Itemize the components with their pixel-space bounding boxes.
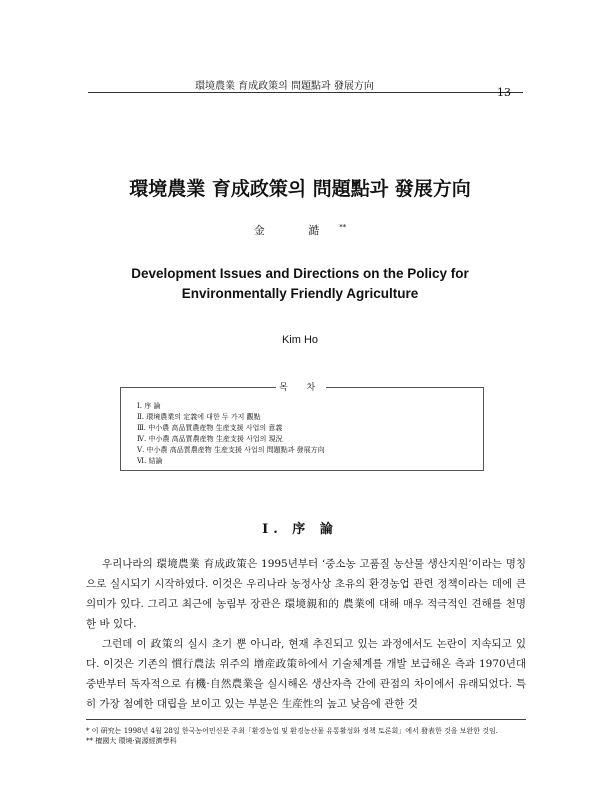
- paragraph: 우리나라의 環境農業 育成政策은 1995년부터 ‘중소농 고품질 농산물 생산지원’이라는 명칭으로 실시되기 시작하였다. 이것은 우리나라 농정사상 초유의 환경농업 관련 정책이라는 데에 큰 의미가 있다. 그리고 최근에 농림부 장관은 環境親和的 農業에 대해 매우 적극적인 견해를 천명한 바 있다.: [86, 558, 526, 630]
- body-text: [86, 554, 526, 714]
- section-heading: Ⅰ. 序 論: [262, 522, 338, 537]
- page-number: 13: [497, 86, 511, 99]
- toc-title: 목 차: [276, 380, 326, 393]
- title-english-line-2: Environmentally Friendly Agriculture: [181, 286, 419, 301]
- author-footnote-mark: **: [339, 223, 347, 232]
- title-english: [0, 264, 600, 304]
- paragraph: 그런데 이 政策의 실시 초기 뿐 아니라, 현재 추진되고 있는 과정에서도 논란이 지속되고 있다. 이것은 기존의 慣行農法 위주의 增産政策하에서 기술체계를 개발 보급해온 측과 1970년대 중반부터 독자적으로 有機·自然農業을 실시해온 생산자측 간에 관점의 차이에서 유래되었다. 특히 가장 첨예한 대립을 보이고 있는 부분은 生産性의 높고 낮음에 관한 것: [86, 638, 526, 710]
- toc-item: Ⅰ. 序 論: [137, 402, 161, 410]
- toc-item: Ⅴ. 中小農 高品質農産物 生産支援 사업의 問題點과 發展方向: [137, 446, 325, 454]
- footnote: * 이 硏究는 1998년 4월 28일 한국농어민신문 주최「환경농업 및 환경농산물 유통활성화 정책 토론회」에서 發表한 것을 보완한 것임.: [86, 727, 499, 735]
- toc-item: Ⅳ. 中小農 高品質農産物 生産支援 사업의 現況: [137, 435, 283, 443]
- toc-item: Ⅱ. 環境農業의 定義에 대한 두 가지 觀點: [137, 413, 261, 421]
- author-korean-name: 金 澔: [253, 224, 340, 237]
- footnote-rule: [86, 719, 526, 720]
- table-of-contents: [120, 383, 484, 471]
- footnote: ** 檀國大 環境·資源經濟學科: [86, 737, 177, 745]
- footnotes: [86, 726, 526, 746]
- toc-item: Ⅵ. 結論: [137, 457, 163, 465]
- author-korean: [0, 222, 600, 238]
- header-rule: [88, 92, 523, 93]
- running-header: 環境農業 育成政策의 問題點과 發展方向: [195, 81, 374, 92]
- title-english-line-1: Development Issues and Directions on the Policy for: [131, 266, 469, 281]
- toc-list: [137, 401, 325, 467]
- toc-item: Ⅲ. 中小農 高品質農産物 生産支援 사업의 意義: [137, 424, 283, 432]
- author-english: Kim Ho: [281, 334, 319, 346]
- title-korean: 環境農業 育成政策의 問題點과 發展方向: [129, 178, 471, 200]
